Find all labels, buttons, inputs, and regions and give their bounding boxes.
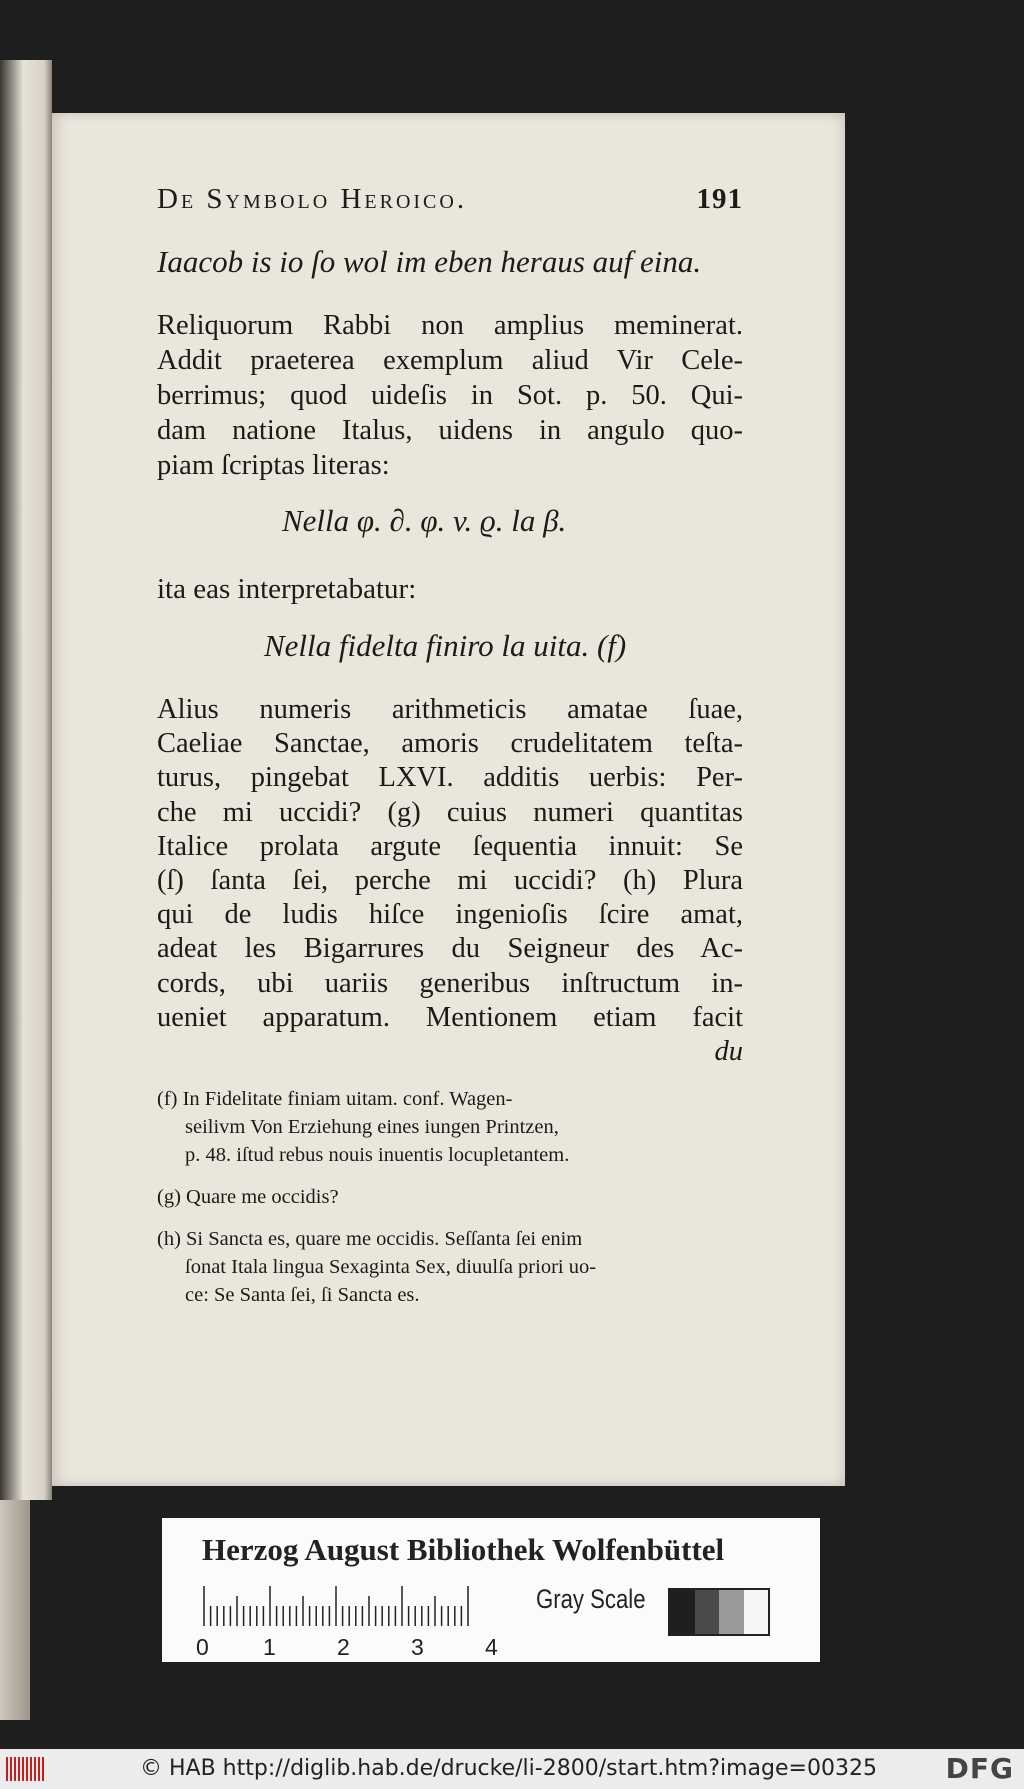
text-line: ueniet apparatum. Mentionem etiam facit <box>157 1001 743 1033</box>
adjacent-book-edge-lower <box>0 1500 30 1720</box>
ruler-number: 1 <box>263 1634 276 1660</box>
footnote-line: (f) In Fidelitate finiam uitam. conf. Wagen- <box>157 1088 513 1110</box>
dfg-logo: DFG <box>945 1752 1014 1785</box>
ruler-number: 2 <box>337 1634 350 1660</box>
text-line: Alius numeris arithmeticis amatae ſuae, <box>157 694 743 725</box>
footnote-line: (g) Quare me occidis? <box>157 1186 339 1208</box>
footnote-line: seilivm Von Erziehung eines iungen Printzen, <box>185 1116 559 1138</box>
gray-scale-label: Gray Scale <box>536 1584 646 1614</box>
book-page <box>52 113 845 1486</box>
running-head-title: De Symbolo Heroico. <box>157 183 468 215</box>
verse-line: Iaacob is io ſo wol im eben heraus auf eina. <box>157 244 702 279</box>
text-line: Reliquorum Rabbi non amplius meminerat. <box>157 310 743 341</box>
text-line: piam ſcriptas literas: <box>157 450 390 481</box>
paragraph-1 <box>157 308 743 483</box>
ruler-number: 3 <box>411 1634 424 1660</box>
text-line: dam natione Italus, uidens in angulo quo- <box>157 415 743 446</box>
footnotes <box>157 1085 743 1323</box>
text-line: Italice prolata argute ſequentia innuit: Se <box>157 830 743 862</box>
decoded-line: Nella fidelta finiro la uita. (f) <box>264 628 627 663</box>
ruler-number: 0 <box>196 1634 209 1660</box>
footnote-h <box>157 1225 743 1309</box>
interpretation-intro: ita eas interpretabatur: <box>157 573 417 605</box>
ruler-number: 4 <box>485 1634 498 1660</box>
viewer-footer <box>0 1749 1024 1789</box>
catchword: du <box>714 1036 743 1068</box>
ruler-icon <box>202 1584 472 1626</box>
adjacent-book-edge <box>0 60 52 1500</box>
text-line: adeat les Bigarrures du Seigneur des Ac- <box>157 933 743 965</box>
ruler-numbers <box>196 1634 496 1660</box>
text-line: cords, ubi uariis generibus inſtructum in- <box>157 967 743 999</box>
running-head <box>157 183 743 216</box>
text-line: Addit praeterea exemplum aliud Vir Cele- <box>157 345 743 376</box>
text-line: Caeliae Sanctae, amoris crudelitatem teſta- <box>157 728 743 760</box>
footnote-line: ce: Se Santa ſei, ſi Sancta es. <box>185 1284 420 1306</box>
text-line: qui de ludis hiſce ingenioſis ſcire amat, <box>157 899 743 931</box>
gray-scale-swatch <box>668 1588 770 1636</box>
library-name: Herzog August Bibliothek Wolfenbüttel <box>202 1532 725 1567</box>
text-line: berrimus; quod uideſis in Sot. p. 50. Qui- <box>157 380 743 411</box>
paragraph-2 <box>157 693 743 1069</box>
source-url[interactable]: © HAB http://diglib.hab.de/drucke/li-2800/start.htm?image=00325 <box>140 1756 877 1781</box>
page-number: 191 <box>696 183 743 215</box>
footnote-f <box>157 1085 743 1169</box>
text-line: che mi uccidi? (g) cuius numeri quantitas <box>157 796 743 828</box>
hab-logo-icon <box>6 1757 44 1781</box>
color-calibration-plate <box>162 1518 820 1662</box>
footnote-g <box>157 1183 743 1211</box>
text-line: turus, pingebat LXVI. additis uerbis: Per- <box>157 762 743 794</box>
cipher-line: Nella φ. ∂. φ. v. ϱ. la β. <box>282 503 567 538</box>
footnote-line: (h) Si Sancta es, quare me occidis. Seſſanta ſei enim <box>157 1228 583 1250</box>
text-line: (ſ) ſanta ſei, perche mi uccidi? (h) Plura <box>157 865 743 897</box>
footnote-line: p. 48. iſtud rebus nouis inuentis locupletantem. <box>185 1144 570 1166</box>
footnote-line: ſonat Itala lingua Sexaginta Sex, diuulſa priori uo- <box>185 1256 597 1278</box>
